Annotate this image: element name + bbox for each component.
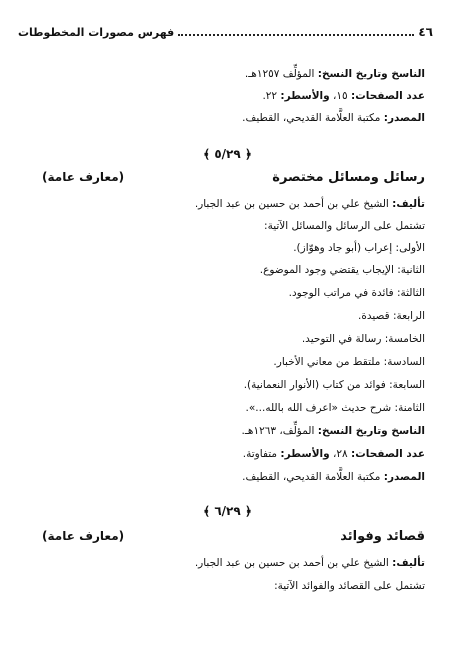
- author-line: [20, 196, 425, 212]
- author-line: [20, 555, 425, 571]
- source-line: [20, 469, 425, 485]
- source-line: [20, 110, 425, 126]
- copyist-label: الناسخ وتاريخ النسخ:: [317, 425, 425, 437]
- pages-label: عدد الصفحات:: [351, 90, 425, 102]
- contents-intro: تشتمل على الرسائل والمسائل الآتية:: [264, 220, 425, 232]
- source-value: مكتبة العلَّامة القديحي، القطيف.: [242, 112, 384, 124]
- contents-item: الثانية: الإيجاب يقتضي وجود الموضوع.: [259, 264, 425, 276]
- lines-label: والأسطر:: [280, 90, 330, 102]
- contents-item: الرابعة: قصيدة.: [358, 310, 425, 322]
- header-dot-leader: [178, 26, 414, 36]
- copyist-value: المؤلِّف ١٢٥٧هـ.: [244, 68, 318, 80]
- contents-item: الأولى: إعراب (أبو جاد وهوّاز).: [293, 242, 425, 254]
- copyist-label: الناسخ وتاريخ النسخ:: [317, 68, 425, 80]
- contents-item: الثامنة: شرح حديث «اعرف الله بالله...».: [245, 402, 425, 414]
- lines-value: متفاوتة.: [242, 448, 281, 460]
- pages-value: ٢٨،: [329, 448, 351, 460]
- copyist-line: [20, 66, 425, 82]
- author-label: تأليف:: [392, 557, 425, 569]
- pages-value: ١٥،: [329, 90, 351, 102]
- copyist-value: المؤلِّف، ١٢٦٣هـ.: [241, 425, 318, 437]
- contents-item: الثالثة: فائدة في مراتب الوجود.: [288, 287, 425, 299]
- copyist-line: [20, 423, 425, 439]
- author-label: تأليف:: [392, 198, 425, 210]
- entry-category: (معارف عامة): [42, 170, 125, 184]
- contents-intro: تشتمل على القصائد والفوائد الآتية:: [274, 580, 425, 592]
- entry-number: ﴿ ٦/٢٩ ﴾: [203, 504, 252, 518]
- contents-item: السادسة: ملتقط من معاني الأخبار.: [273, 356, 425, 368]
- page-number: ٤٦: [418, 25, 433, 39]
- lines-label: والأسطر:: [280, 448, 330, 460]
- author-value: الشيخ علي بن أحمد بن حسين بن عبد الجبار.: [194, 557, 393, 569]
- contents-item: الخامسة: رسالة في التوحيد.: [301, 333, 425, 345]
- running-title: فهرس مصورات المخطوطات: [18, 25, 175, 39]
- entry-title-row: [42, 527, 425, 546]
- entry-title: رسائل ومسائل مختصرة: [272, 170, 425, 185]
- pages-line: [20, 446, 425, 462]
- lines-value: ٢٢.: [262, 90, 281, 102]
- author-value: الشيخ علي بن أحمد بن حسين بن عبد الجبار.: [194, 198, 393, 210]
- source-label: المصدر:: [383, 471, 425, 483]
- page-header: [18, 22, 433, 42]
- entry-title: قصائد وفوائد: [340, 529, 425, 544]
- pages-line: [20, 88, 425, 104]
- source-label: المصدر:: [383, 112, 425, 124]
- source-value: مكتبة العلَّامة القديحي، القطيف.: [242, 471, 384, 483]
- entry-number: ﴿ ٥/٢٩ ﴾: [203, 147, 252, 161]
- entry-title-row: [42, 168, 425, 187]
- pages-label: عدد الصفحات:: [351, 448, 425, 460]
- contents-item: السابعة: فوائد من كتاب (الأنوار النعمانية).: [243, 379, 425, 391]
- entry-category: (معارف عامة): [42, 529, 125, 543]
